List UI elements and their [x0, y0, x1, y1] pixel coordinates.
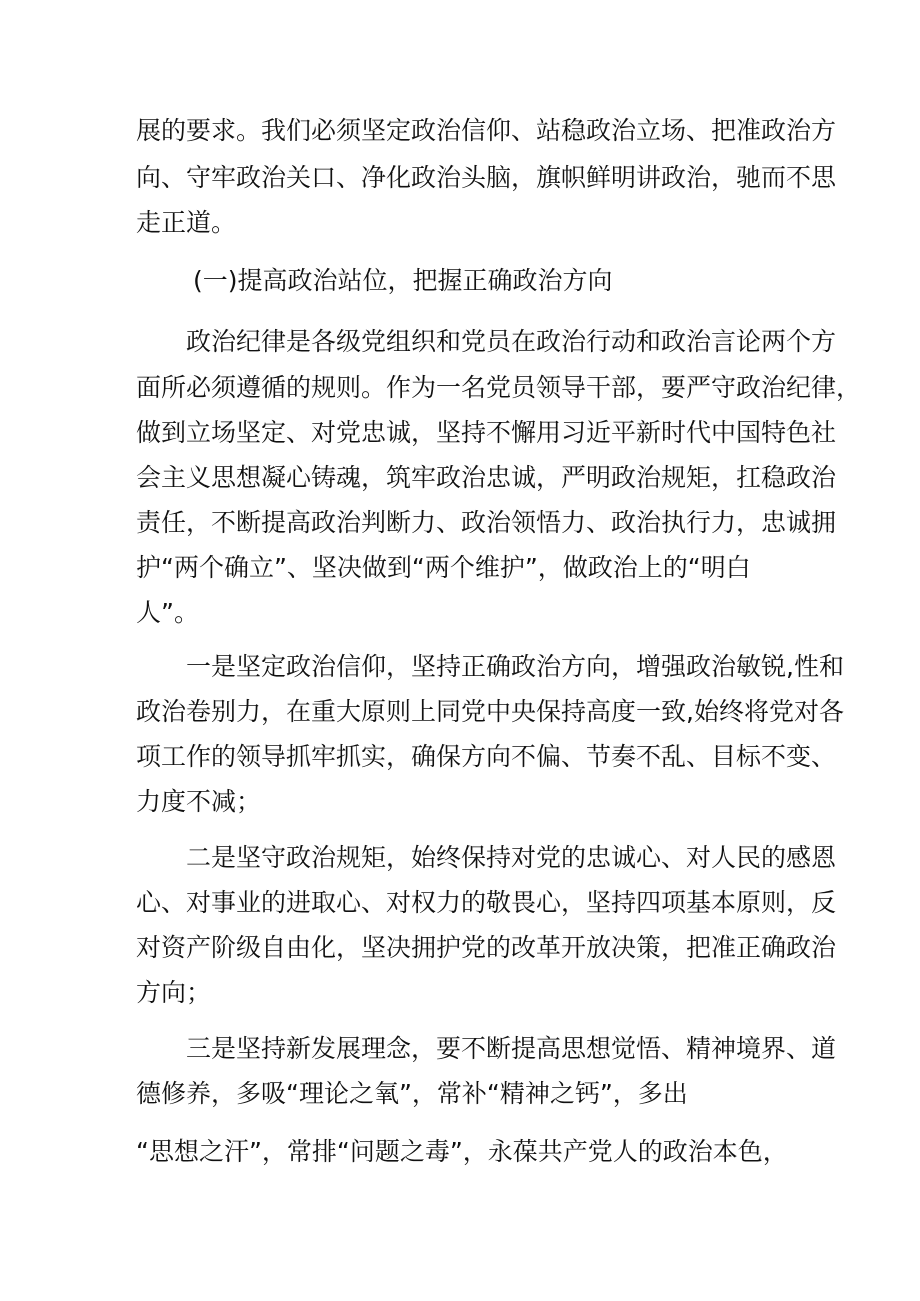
text-line: 力度不减；: [136, 787, 262, 816]
text-line: 责任，不断提高政治判断力、政治领悟力、政治执行力，忠诚拥: [136, 508, 837, 537]
section-heading: (一)提高政治站位，把握正确政治方向: [193, 266, 613, 295]
text-line: 走正道。: [136, 208, 237, 237]
text-line: 面所必须遵循的规则。作为一名党员领导干部，要严守政治纪律，: [136, 373, 862, 402]
text-line: 二是坚守政治规矩，始终保持对党的忠诚心、对人民的感恩: [186, 843, 837, 872]
text-line: 人”。: [136, 598, 199, 627]
text-line: 护“两个确立”、坚决做到“两个维护”，做政治上的“明白: [136, 553, 751, 582]
text-line: 三是坚持新发展理念，要不断提高思想觉悟、精神境界、道: [186, 1034, 837, 1063]
text-line: 展的要求。我们必须坚定政治信仰、站稳政治立场、把准政治方: [136, 116, 837, 145]
text-line: 对资产阶级自由化，坚决拥护党的改革开放决策，把准正确政治: [136, 933, 837, 962]
text-line: 向、守牢政治关口、净化政治头脑，旗帜鲜明讲政治，驰而不思: [136, 163, 837, 192]
text-line: 会主义思想凝心铸魂，筑牢政治忠诚，严明政治规矩，扛稳政治: [136, 463, 837, 492]
text-line: 德修养，多吸“理论之氧”，常补“精神之钙”，多出: [136, 1079, 688, 1108]
text-line: 方向；: [136, 978, 212, 1007]
text-line: 一是坚定政治信仰，坚持正确政治方向，增强政治敏锐,性和: [186, 652, 844, 681]
text-line: 心、对事业的进取心、对权力的敬畏心，坚持四项基本原则，反: [136, 888, 837, 917]
text-line: 政治卷别力，在重大原则上同党中央保持高度一致,始终将党对各: [136, 697, 844, 726]
text-line: 做到立场坚定、对党忠诚，坚持不懈用习近平新时代中国特色社: [136, 418, 837, 447]
text-line: 项工作的领导抓牢抓实，确保方向不偏、节奏不乱、目标不变、: [136, 742, 837, 771]
text-line: 政治纪律是各级党组织和党员在政治行动和政治言论两个方: [186, 327, 837, 356]
text-line: “思想之汗”，常排“问题之毒”，永葆共产党人的政治本色，: [136, 1137, 788, 1166]
